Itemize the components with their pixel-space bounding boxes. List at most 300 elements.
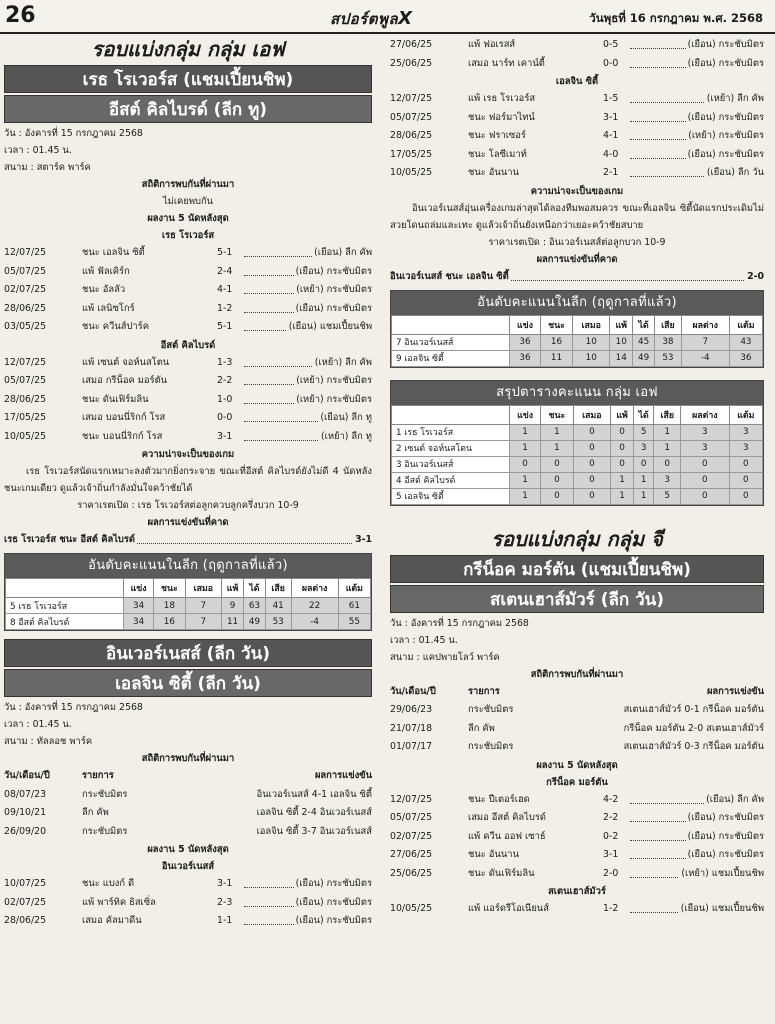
match-result: เอลจิน ซิตี้ 3-7 อินเวอร์เนสส์: [256, 825, 372, 837]
h2h-list: [390, 701, 764, 757]
match-date: 10/05/25: [390, 167, 433, 178]
table-cell: -4: [681, 350, 729, 366]
match-date: 28/06/25: [4, 393, 47, 405]
match-opponent: ชนะ แบงก์ ดี: [82, 878, 135, 889]
table-cell: 1: [510, 424, 541, 440]
match-date: 10/07/25: [4, 878, 47, 889]
form-row: [390, 846, 764, 865]
h2h-row: [390, 720, 764, 739]
match-competition: (เหย้า) กระชับมิตร: [294, 281, 372, 300]
match-competition: (เยือน) ลีก คัพ: [312, 244, 372, 263]
match-result: สเตนเฮาส์มัวร์ 0-3 กรีน็อค มอร์ตัน: [623, 741, 764, 752]
team-a-name: อินเวอร์เนสส์: [161, 861, 215, 872]
match-date: 28/06/25: [4, 915, 47, 926]
match-competition: กระชับมิตร: [468, 704, 514, 715]
match-date: 02/07/25: [4, 896, 47, 908]
table-row: [392, 472, 763, 488]
match-score: 2-0: [603, 867, 619, 879]
match-competition: ลีก คัพ: [82, 807, 109, 818]
table-cell: 10: [573, 350, 610, 366]
team-b-name: เอลจิน ซิตี้: [555, 76, 599, 87]
match-date: 05/07/25: [4, 375, 47, 386]
match-date: 17/05/25: [390, 148, 433, 160]
table-cell: 49: [244, 614, 266, 630]
table-cell: 0: [729, 472, 762, 488]
match-competition: (เหย้า) กระชับมิตร: [294, 372, 372, 391]
match-competition: ลีก คัพ: [468, 722, 495, 734]
table-cell: 0: [611, 424, 634, 440]
column-header: แพ้: [611, 405, 634, 424]
form-row: [4, 372, 372, 391]
team-b-name: อีสต์ คิลไบรด์: [160, 339, 216, 351]
match-score: 2-1: [603, 167, 619, 178]
column-header: เสมอ: [573, 315, 610, 334]
form-row: [4, 281, 372, 300]
table-cell: 7: [185, 598, 221, 614]
form-row: [390, 900, 764, 919]
table-cell: 41: [265, 598, 291, 614]
match1-date: วัน : อังคารที่ 15 กรกฎาคม 2568: [4, 128, 143, 139]
match-date: 12/07/25: [390, 93, 433, 104]
column-header: เสมอ: [573, 405, 611, 424]
table-cell: 0: [573, 472, 611, 488]
match-score: 1-1: [217, 915, 233, 926]
form-row: [390, 791, 764, 810]
form-row: [390, 90, 764, 109]
match-opponent: แพ้ ควีน ออฟ เซาธ์: [468, 830, 546, 842]
table-cell: 7: [185, 614, 221, 630]
h2h-list: [4, 786, 372, 842]
match3-time: เวลา : 01.45 น.: [390, 634, 458, 646]
opening-price: ราคาเรตเปิด : เรธ โรเวอร์สต่อลูกควบลูกครึ่งบวก 10-9: [77, 500, 299, 511]
column-header: แพ้: [610, 315, 633, 334]
table-cell: 7: [681, 334, 729, 350]
column-header: ได้: [633, 315, 655, 334]
table-cell: 0: [611, 440, 634, 456]
match-score: 2-4: [217, 265, 233, 277]
table-cell: 0: [573, 424, 611, 440]
match-competition: (เยือน) กระชับมิตร: [294, 300, 372, 319]
match-competition: (เยือน) กระชับมิตร: [686, 55, 764, 74]
match-date: 05/07/25: [390, 111, 433, 123]
match-opponent: ชนะ อันนาน: [468, 849, 519, 860]
match-score: 4-1: [603, 130, 619, 141]
match-date: 08/07/23: [4, 788, 47, 800]
table-cell: 1: [633, 488, 653, 504]
table-cell: 3: [681, 424, 730, 440]
chance-text: อินเวอร์เนสส์อุ่นเครื่องเกมล่าสุดได้ลองทีมพอสมควร ขณะที่เอลจิน ซิตี้นัดแรกประเดิมไม่สวยโดนถล่มและเทะ ดูแล้วเจ้าถิ่นยังเหนือกว่าเยอะคว้าชัยสบาย: [390, 202, 764, 231]
prediction: อินเวอร์เนสส์ ชนะ เอลจิน ซิตี้ 2-0: [390, 268, 764, 286]
table-cell: 10: [610, 334, 633, 350]
match-competition: กระชับมิตร: [82, 788, 128, 800]
match-score: 3-1: [217, 430, 233, 442]
match-score: 2-2: [217, 375, 233, 386]
match1-away-team: อีสต์ คิลไบรด์ (ลีก ทู): [4, 95, 372, 123]
match-score: 5-1: [217, 321, 233, 332]
match-opponent: ชนะ โลซีเมาท์: [468, 148, 527, 160]
league-table-title: อันดับคะแนนในลีก (ฤดูกาลที่แล้ว): [391, 291, 763, 315]
table-cell: 4 อีสต์ คิลไบรด์: [392, 472, 510, 488]
match-score: 1-5: [603, 93, 619, 104]
match2-venue: สนาม : ทัลลอช พาร์ค: [4, 736, 93, 747]
prediction-title: ผลการแข่งขันที่คาด: [147, 517, 229, 528]
match-competition: (เยือน) กระชับมิตร: [686, 36, 764, 55]
match-score: 5-1: [217, 247, 233, 258]
column-header: แต้ม: [338, 579, 370, 598]
match-competition: (เยือน) กระชับมิตร: [686, 146, 764, 165]
table-cell: 1: [541, 424, 573, 440]
table-cell: 1: [541, 440, 573, 456]
match-opponent: ชนะ ฟอร์มาไทน์: [468, 111, 535, 123]
match-competition: (เยือน) กระชับมิตร: [686, 809, 764, 828]
table-cell: 1 เรธ โรเวอร์ส: [392, 424, 510, 440]
match-date: 27/06/25: [390, 849, 433, 860]
match-date: 29/06/23: [390, 704, 433, 715]
table-header: [392, 315, 763, 334]
table-cell: 53: [655, 350, 681, 366]
match-result: สเตนเฮาส์มัวร์ 0-1 กรีน็อค มอร์ตัน: [623, 704, 764, 715]
h2h-header: วัน/เดือน/ปี รายการ ผลการแข่งขัน: [4, 770, 372, 781]
table-cell: 43: [729, 334, 762, 350]
column-header: ชนะ: [154, 579, 185, 598]
match-opponent: ชนะ อันนาน: [468, 167, 519, 178]
match-score: 0-5: [603, 39, 619, 50]
table-row: [392, 334, 763, 350]
form-row: [390, 809, 764, 828]
table-cell: 5: [654, 488, 681, 504]
match-date: 10/05/25: [390, 903, 433, 914]
table-row: [392, 440, 763, 456]
table-cell: 10: [573, 334, 610, 350]
form-row: [4, 894, 372, 913]
h2h-title: สถิติการพบกันที่ผ่านมา: [141, 179, 235, 190]
match-date: 25/06/25: [390, 57, 433, 69]
column-header: เสีย: [655, 315, 681, 334]
column-header: เสีย: [654, 405, 681, 424]
match-date: 21/07/18: [390, 722, 433, 734]
table-cell: 45: [633, 334, 655, 350]
match-score: 3-1: [217, 878, 233, 889]
match-competition: (เหย้า) กระชับมิตร: [686, 127, 764, 146]
table-cell: 36: [729, 350, 762, 366]
match-opponent: แพ้ เรธ โรเวอร์ส: [468, 93, 536, 104]
table-cell: 3: [633, 440, 653, 456]
page-number: 26: [5, 3, 36, 28]
table-cell: 11: [540, 350, 572, 366]
match3-venue: สนาม : แคปพายโลว์ พาร์ค: [390, 651, 500, 663]
table-cell: 0: [681, 488, 730, 504]
table-cell: 22: [291, 598, 338, 614]
table-row: [392, 350, 763, 366]
group-g-title: รอบแบ่งกลุ่ม กลุ่ม จี: [491, 526, 663, 551]
table-row: [392, 424, 763, 440]
form-row: [4, 300, 372, 319]
match-competition: (เยือน) ลีก วัน: [705, 164, 764, 183]
column-header: เสมอ: [185, 579, 221, 598]
opening-price: ราคาเรตเปิด : อินเวอร์เนสส์ต่อลูกบวก 10-9: [488, 236, 666, 248]
form-row: [4, 409, 372, 428]
match-opponent: แพ้ เลนิซโกร์: [82, 302, 135, 314]
table-cell: 63: [244, 598, 266, 614]
match1-venue: สนาม : สตาร์ค พาร์ค: [4, 162, 91, 173]
match-competition: (เหย้า) ลีก ทู: [319, 428, 372, 447]
table-cell: 0: [573, 456, 611, 472]
table-cell: 61: [338, 598, 370, 614]
match-opponent: แพ้ ฟัลเคิร์ก: [82, 265, 130, 277]
group-table-title: สรุปตารางคะแนน กลุ่ม เอฟ: [391, 381, 763, 405]
match-opponent: ชนะ ดันเฟิร์มลิน: [468, 867, 535, 879]
match-score: 3-1: [603, 111, 619, 123]
match-result: กรีน็อค มอร์ตัน 2-0 สเตนเฮาส์มัวร์: [623, 722, 764, 734]
match-opponent: แพ้ ฟอเรสส์: [468, 39, 516, 50]
chance-title: ความน่าจะเป็นของเกม: [141, 449, 235, 460]
table-cell: 0: [681, 472, 730, 488]
table-cell: 0: [573, 440, 611, 456]
match-competition: (เยือน) กระชับมิตร: [686, 828, 764, 847]
form-row: [390, 109, 764, 128]
table-cell: 36: [510, 334, 541, 350]
h2h-row: [4, 823, 372, 842]
table-row: [6, 598, 371, 614]
team-a-name: กรีน็อค มอร์ตัน: [546, 776, 608, 788]
match-date: 28/06/25: [4, 302, 47, 314]
match-opponent: เสมอ บอนนี่ริกก์ โรส: [82, 412, 166, 423]
table-cell: 0: [729, 488, 762, 504]
column-header: แพ้: [221, 579, 243, 598]
table-cell: 0: [510, 456, 541, 472]
match-date: 05/07/25: [4, 265, 47, 277]
group-f-title: รอบแบ่งกลุ่ม กลุ่ม เอฟ: [91, 37, 285, 61]
match-score: 3-1: [603, 849, 619, 860]
table-cell: 9: [221, 598, 243, 614]
table-cell: 0: [611, 456, 634, 472]
h2h-row: [4, 804, 372, 823]
table-cell: 0: [541, 456, 573, 472]
match-competition: (เยือน) กระชับมิตร: [294, 894, 372, 913]
match-date: 05/07/25: [390, 812, 433, 823]
table-cell: 3: [729, 424, 762, 440]
match-date: 01/07/17: [390, 741, 433, 752]
form-row: [390, 146, 764, 165]
form-title: ผลงาน 5 นัดหลังสุด: [147, 844, 229, 855]
match-competition: (เยือน) ลีก คัพ: [704, 791, 764, 810]
match-competition: (เยือน) กระชับมิตร: [686, 846, 764, 865]
match-date: 02/07/25: [4, 284, 47, 295]
table-cell: 1: [510, 440, 541, 456]
form-row: [390, 127, 764, 146]
table-row: [6, 614, 371, 630]
match-competition: (เยือน) กระชับมิตร: [294, 912, 372, 931]
match-competition: (เยือน) กระชับมิตร: [294, 875, 372, 894]
match2-home-team: อินเวอร์เนสส์ (ลีก วัน): [4, 639, 372, 667]
newspaper-logo: สปอร์ตพูลX: [330, 8, 413, 29]
match-score: 0-0: [217, 412, 233, 423]
team-b-name: สเตนเฮาส์มัวร์: [548, 886, 606, 897]
match-date: 12/07/25: [4, 356, 47, 368]
table-cell: 49: [633, 350, 655, 366]
match-date: 25/06/25: [390, 867, 433, 879]
table-cell: 0: [633, 456, 653, 472]
match-score: 4-1: [217, 284, 233, 295]
column-header: แข่ง: [510, 405, 541, 424]
table-cell: 0: [541, 488, 573, 504]
table-cell: 38: [655, 334, 681, 350]
table-cell: 16: [540, 334, 572, 350]
form-title: ผลงาน 5 นัดหลังสุด: [147, 213, 229, 224]
match3-home-team: กรีน็อค มอร์ตัน (แชมเปี้ยนชิพ): [390, 555, 764, 583]
match-opponent: ชนะ อัลลัว: [82, 284, 126, 295]
table-cell: -4: [291, 614, 338, 630]
table-row: [392, 488, 763, 504]
table-cell: 1: [633, 472, 653, 488]
form-row: [4, 318, 372, 337]
match-date: 12/07/25: [4, 247, 47, 258]
match-competition: (เหย้า) ลีก คัพ: [705, 90, 764, 109]
match-opponent: ชนะ ดันเฟิร์มลิน: [82, 393, 149, 405]
league-table: [390, 290, 764, 368]
match-date: 28/06/25: [390, 130, 433, 141]
match-competition: (เยือน) ลีก ทู: [318, 409, 372, 428]
match-opponent: เสมอ นาร์ท เคาน์ตี้: [468, 57, 545, 69]
match-score: 4-2: [603, 793, 619, 805]
h2h-row: [4, 786, 372, 805]
match1-time: เวลา : 01.45 น.: [4, 145, 72, 156]
column-header: ได้: [633, 405, 653, 424]
left-column: [4, 36, 372, 931]
h2h-row: [390, 701, 764, 720]
match-score: 4-0: [603, 148, 619, 160]
match-competition: (เหย้า) ลีก คัพ: [313, 354, 372, 373]
team-a-name: เรธ โรเวอร์ส: [161, 230, 215, 241]
form-row: [390, 36, 764, 55]
match-date: 02/07/25: [390, 830, 433, 842]
table-cell: 2 เซนต์ จอห์นสโตน: [392, 440, 510, 456]
table-cell: 11: [221, 614, 243, 630]
table-cell: 0: [541, 472, 573, 488]
form-row: [4, 875, 372, 894]
match2-away-team: เอลจิน ซิตี้ (ลีก วัน): [4, 669, 372, 697]
h2h-title: สถิติการพบกันที่ผ่านมา: [530, 668, 624, 680]
h2h-none: ไม่เคยพบกัน: [162, 196, 214, 207]
column-header: แข่ง: [124, 579, 154, 598]
table-cell: 0: [573, 488, 611, 504]
match-competition: (เยือน) กระชับมิตร: [686, 109, 764, 128]
form-title: ผลงาน 5 นัดหลังสุด: [536, 759, 618, 771]
form-row: [4, 391, 372, 410]
match-opponent: แพ้ แอร์ดรีโอเนียนส์: [468, 903, 549, 914]
match-competition: (เยือน) แชมเปี้ยนชิพ: [287, 318, 372, 337]
match-competition: กระชับมิตร: [82, 825, 128, 837]
column-header: ผลต่าง: [681, 405, 730, 424]
match3-away-team: สเตนเฮาส์มัวร์ (ลีก วัน): [390, 585, 764, 613]
form-row: [4, 354, 372, 373]
table-header: [6, 579, 371, 598]
form-list: [390, 791, 764, 884]
group-f-standings: [390, 380, 764, 506]
form-list: [390, 90, 764, 183]
match-date: 03/05/25: [4, 321, 47, 332]
column-header: ได้: [244, 579, 266, 598]
chance-text: เรธ โรเวอร์สนัดแรกเหมาะลงตัวมากยิ่งกระจาย ขณะที่อีสต์ คิลไบรด์ยังไม่ดี 4 นัดหลังชนะเกมเดียว ดูแล้วเจ้าถิ่นกำลังมั่นใจคว้าชัยได้: [4, 466, 372, 494]
h2h-row: [390, 738, 764, 757]
table-cell: 0: [729, 456, 762, 472]
table-cell: 3: [654, 472, 681, 488]
match-score: 0-2: [603, 830, 619, 842]
table-cell: 5 เอลจิน ซิตี้: [392, 488, 510, 504]
page-header: [0, 0, 775, 34]
match-competition: (เยือน) แชมเปี้ยนชิพ: [679, 900, 764, 919]
column-header: ผลต่าง: [291, 579, 338, 598]
match2-time: เวลา : 01.45 น.: [4, 719, 72, 730]
table-cell: 55: [338, 614, 370, 630]
table-cell: 1: [611, 488, 634, 504]
match-opponent: ชนะ บอนนี่ริกก์ โรส: [82, 430, 163, 442]
table-cell: 3: [729, 440, 762, 456]
right-column: [390, 36, 764, 919]
column-header: แต้ม: [729, 315, 762, 334]
form-row: [390, 55, 764, 74]
h2h-title: สถิติการพบกันที่ผ่านมา: [141, 753, 235, 764]
chance-title: ความน่าจะเป็นของเกม: [530, 185, 624, 197]
match-score: 1-2: [217, 302, 233, 314]
match-score: 0-0: [603, 57, 619, 69]
match-score: 1-3: [217, 356, 233, 368]
match-competition: (เหย้า) แชมเปี้ยนชิพ: [679, 865, 764, 884]
match-date: 09/10/21: [4, 807, 47, 818]
column-header: ผลต่าง: [681, 315, 729, 334]
table-cell: 0: [681, 456, 730, 472]
table-cell: 1: [654, 440, 681, 456]
table-cell: 34: [124, 614, 154, 630]
match1-home-team: เรธ โรเวอร์ส (แชมเปี้ยนชิพ): [4, 65, 372, 93]
prediction-title: ผลการแข่งขันที่คาด: [536, 253, 618, 265]
match-result: เอลจิน ซิตี้ 2-4 อินเวอร์เนสส์: [256, 807, 372, 818]
table-cell: 53: [265, 614, 291, 630]
prediction: เรธ โรเวอร์ส ชนะ อีสต์ คิลไบรด์ 3-1: [4, 531, 372, 549]
table-cell: 16: [154, 614, 185, 630]
form-list: [4, 354, 372, 447]
table-header: [392, 405, 763, 424]
column-header: แต้ม: [729, 405, 762, 424]
table-cell: 3 อินเวอร์เนสส์: [392, 456, 510, 472]
form-row: [390, 828, 764, 847]
form-row: [4, 244, 372, 263]
match-date: 17/05/25: [4, 412, 47, 423]
table-cell: 1: [510, 488, 541, 504]
match-date: 12/07/25: [390, 793, 433, 805]
issue-date: วันพุธที่ 16 กรกฎาคม พ.ศ. 2568: [589, 11, 763, 25]
form-list: [390, 36, 764, 73]
table-cell: 34: [124, 598, 154, 614]
form-row: [4, 912, 372, 931]
match-opponent: ชนะ ปีเตอร์เฮด: [468, 793, 530, 805]
match-score: 1-2: [603, 903, 619, 914]
form-row: [4, 428, 372, 447]
match-opponent: ชนะ ควีนส์ปาร์ค: [82, 321, 149, 332]
table-cell: 5: [633, 424, 653, 440]
match-opponent: ชนะ เอลจิน ซิตี้: [82, 247, 145, 258]
column-header: ชนะ: [541, 405, 573, 424]
match-date: 26/09/20: [4, 825, 47, 837]
match-score: 2-3: [217, 896, 233, 908]
form-row: [390, 865, 764, 884]
table-cell: 14: [610, 350, 633, 366]
match-opponent: ชนะ ฟราเซอร์: [468, 130, 526, 141]
form-list: [4, 875, 372, 931]
column-header: ชนะ: [540, 315, 572, 334]
table-row: [392, 456, 763, 472]
match3-date: วัน : อังคารที่ 15 กรกฎาคม 2568: [390, 617, 529, 629]
